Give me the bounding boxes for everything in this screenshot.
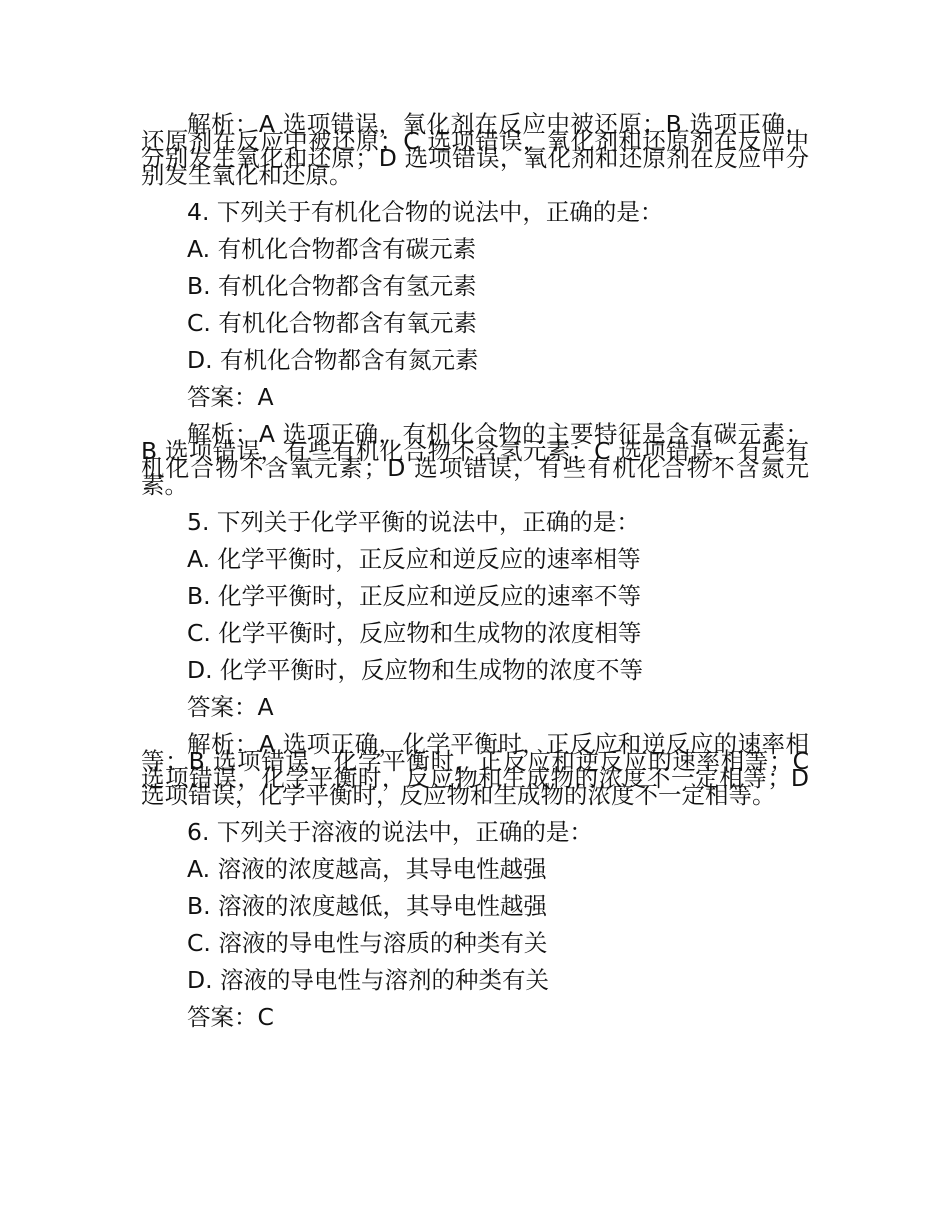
- q4-option-c: C. 有机化合物都含有氧元素: [187, 309, 477, 337]
- explanation-q5: 解析：A 选项正确，化学平衡时，正反应和逆反应的速率相等；B 选项错误，化学平衡时，正反应和逆反应的速率相等；C 选项错误，化学平衡时，反应物和生成物的浓度不一定相等；D 选项错误，化学平衡时，反应物和生成物的浓度不一定相等。: [141, 730, 809, 809]
- q4-option-a: A. 有机化合物都含有碳元素: [187, 235, 477, 263]
- q4-option-b: B. 有机化合物都含有氢元素: [187, 272, 477, 300]
- q5-option-a: A. 化学平衡时，正反应和逆反应的速率相等: [187, 545, 641, 573]
- explanation-q4: 解析：A 选项正确，有机化合物的主要特征是含有碳元素；B 选项错误，有些有机化合物不含氢元素；C 选项错误，有些有机化合物不含氧元素；D 选项错误，有些有机化合物不含氮元素。: [141, 420, 809, 499]
- q5-answer: 答案：A: [187, 693, 274, 721]
- explanation-q3: 解析：A 选项错误，氧化剂在反应中被还原；B 选项正确，还原剂在反应中被还原；C 选项错误，氧化剂和还原剂在反应中分别发生氧化和还原；D 选项错误，氧化剂和还原剂在反应中分别发生氧化和还原。: [141, 110, 809, 189]
- question-6: 6. 下列关于溶液的说法中，正确的是：: [187, 818, 593, 846]
- question-5: 5. 下列关于化学平衡的说法中，正确的是：: [187, 508, 640, 536]
- q6-option-d: D. 溶液的导电性与溶剂的种类有关: [187, 966, 550, 994]
- q5-option-c: C. 化学平衡时，反应物和生成物的浓度相等: [187, 619, 642, 647]
- question-4: 4. 下列关于有机化合物的说法中，正确的是：: [187, 198, 664, 226]
- q4-option-d: D. 有机化合物都含有氮元素: [187, 346, 479, 374]
- q4-answer: 答案：A: [187, 383, 274, 411]
- q6-option-a: A. 溶液的浓度越高，其导电性越强: [187, 855, 547, 883]
- q5-option-d: D. 化学平衡时，反应物和生成物的浓度不等: [187, 656, 644, 684]
- q6-option-c: C. 溶液的导电性与溶质的种类有关: [187, 929, 548, 957]
- q5-option-b: B. 化学平衡时，正反应和逆反应的速率不等: [187, 582, 642, 610]
- q6-option-b: B. 溶液的浓度越低，其导电性越强: [187, 892, 548, 920]
- q6-answer: 答案：C: [187, 1003, 274, 1031]
- document-page: [141, 106, 809, 1036]
